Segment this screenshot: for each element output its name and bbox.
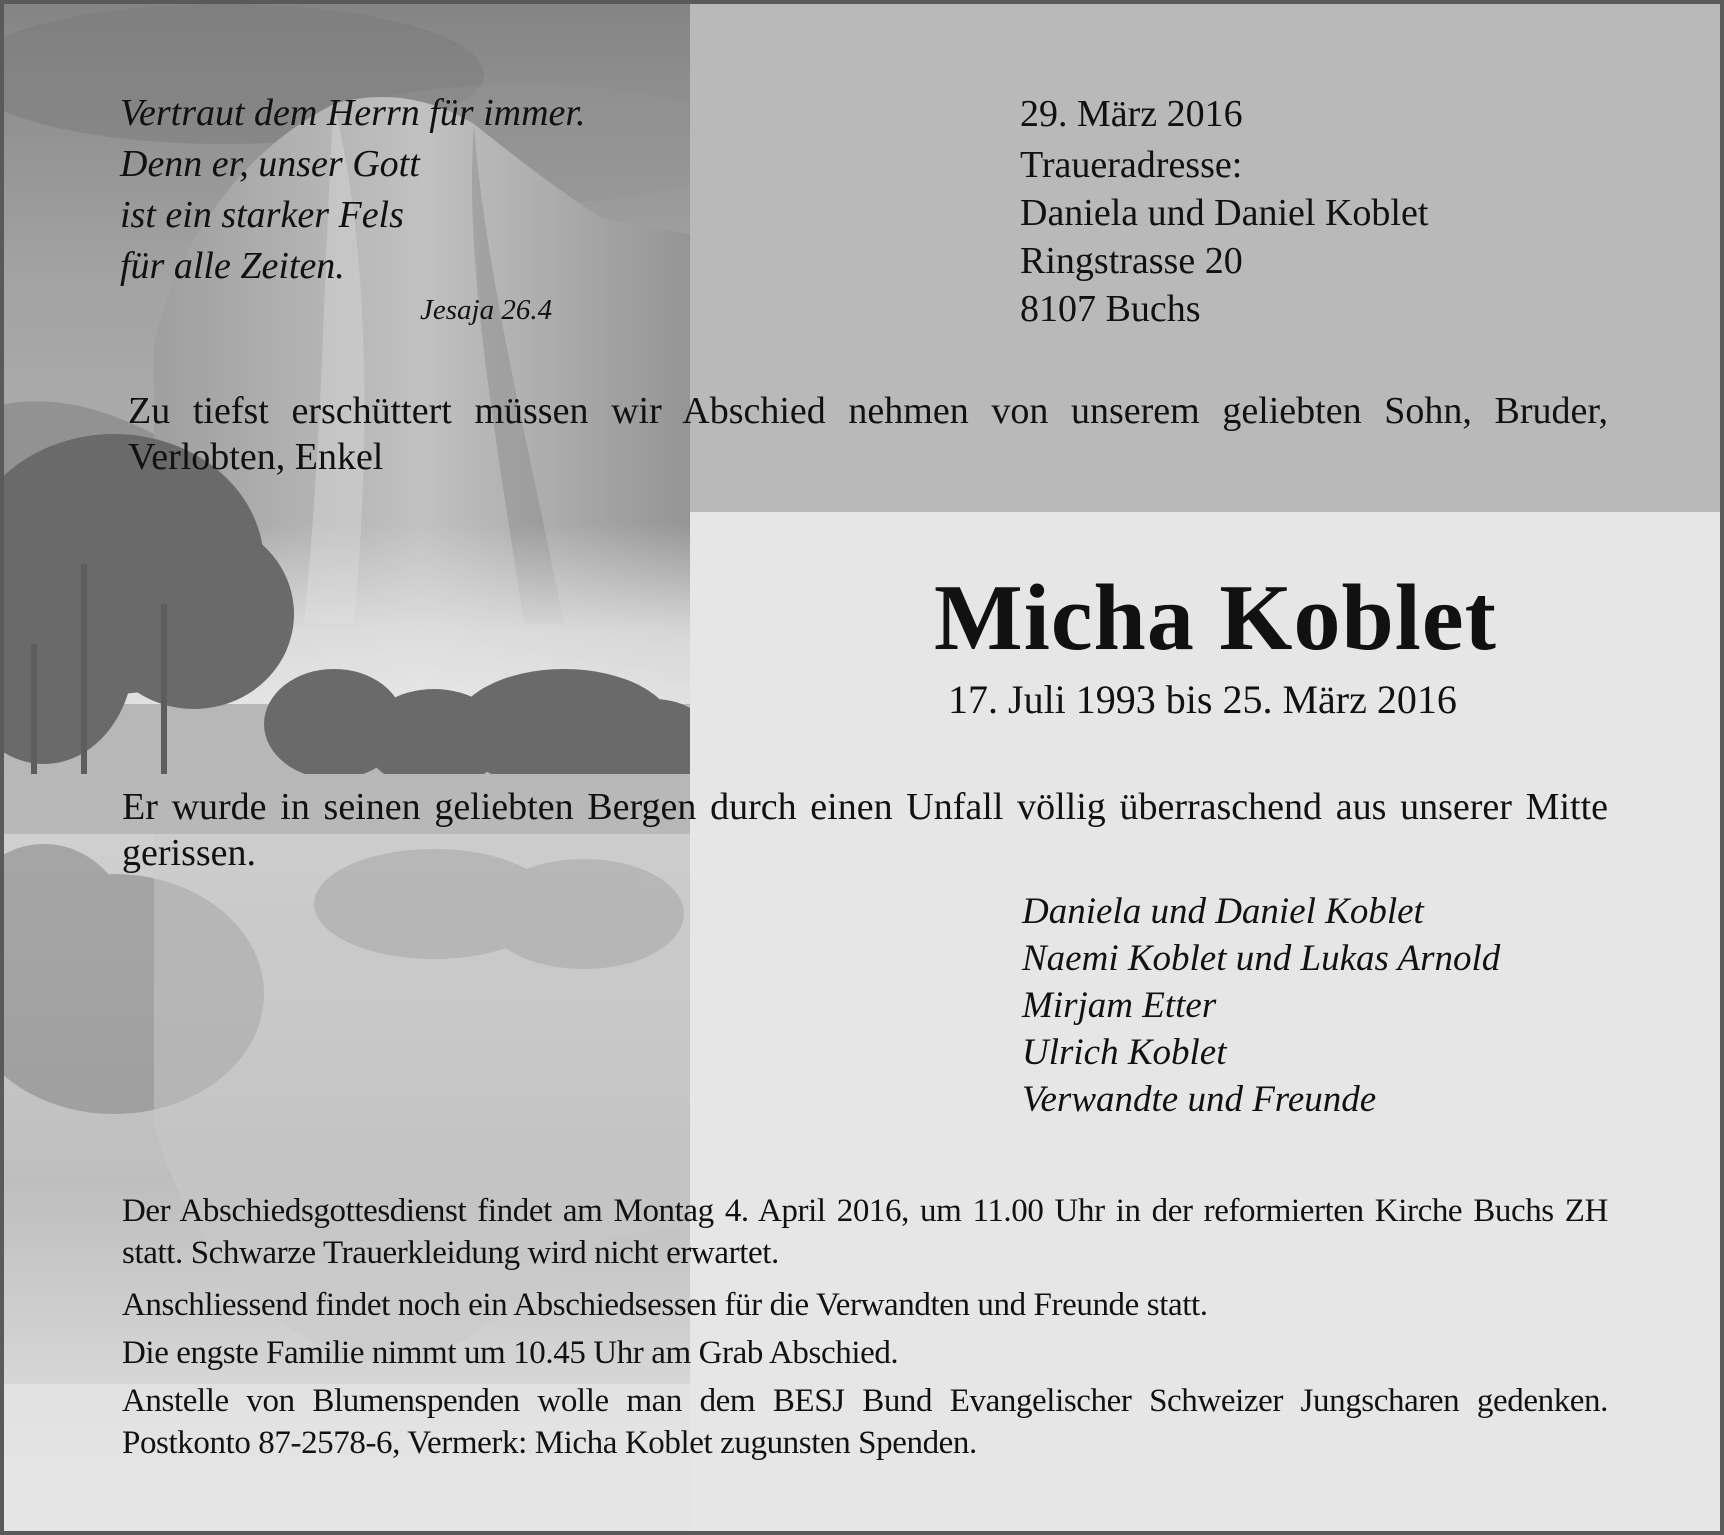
address-line: 8107 Buchs [1020, 288, 1201, 330]
intro-text: Zu tiefst erschüttert müssen wir Abschied nehmen von unserem geliebten Sohn, Bruder, Verlobten, Enkel [128, 390, 1608, 478]
quote-line: für alle Zeiten. [120, 245, 345, 287]
grave-notice: Die engste Familie nimmt um 10.45 Uhr am Grab Abschied. [122, 1335, 899, 1371]
publication-date: 29. März 2016 [1020, 93, 1243, 135]
address-line: Ringstrasse 20 [1020, 240, 1243, 282]
deceased-name: Micha Koblet [934, 566, 1497, 670]
bible-quote [120, 88, 585, 292]
address-label: Traueradresse: [1020, 144, 1243, 186]
death-message: Er wurde in seinen geliebten Bergen durch einen Unfall völlig überraschend aus unserer Mitte gerissen. [122, 786, 1608, 874]
quote-line: Vertraut dem Herrn für immer. [120, 92, 586, 134]
donation-notice: Anstelle von Blumenspenden wolle man dem BESJ Bund Evangelischer Schweizer Jungscharen gedenken. Postkonto 87-2578-6, Vermerk: Micha Koblet zugunsten Spenden. [122, 1383, 1608, 1461]
mourner-name: Verwandte und Freunde [1022, 1079, 1377, 1120]
mourner-name: Ulrich Koblet [1022, 1032, 1227, 1073]
address-line: Daniela und Daniel Koblet [1020, 192, 1429, 234]
mourners-list [1022, 888, 1500, 1123]
life-dates: 17. Juli 1993 bis 25. März 2016 [948, 677, 1457, 722]
service-notice: Der Abschiedsgottesdienst findet am Montag 4. April 2016, um 11.00 Uhr in der reformierten Kirche Buchs ZH statt. Schwarze Trauerkleidung wird nicht erwartet. [122, 1193, 1608, 1271]
mourner-name: Naemi Koblet und Lukas Arnold [1022, 938, 1501, 979]
mourner-name: Daniela und Daniel Koblet [1022, 891, 1424, 932]
mourning-address [1020, 90, 1428, 333]
quote-line: ist ein starker Fels [120, 194, 404, 236]
quote-source: Jesaja 26.4 [420, 294, 553, 326]
meal-notice: Anschliessend findet noch ein Abschiedsessen für die Verwandten und Freunde statt. [122, 1287, 1208, 1323]
quote-line: Denn er, unser Gott [120, 143, 420, 185]
mourner-name: Mirjam Etter [1022, 985, 1217, 1026]
